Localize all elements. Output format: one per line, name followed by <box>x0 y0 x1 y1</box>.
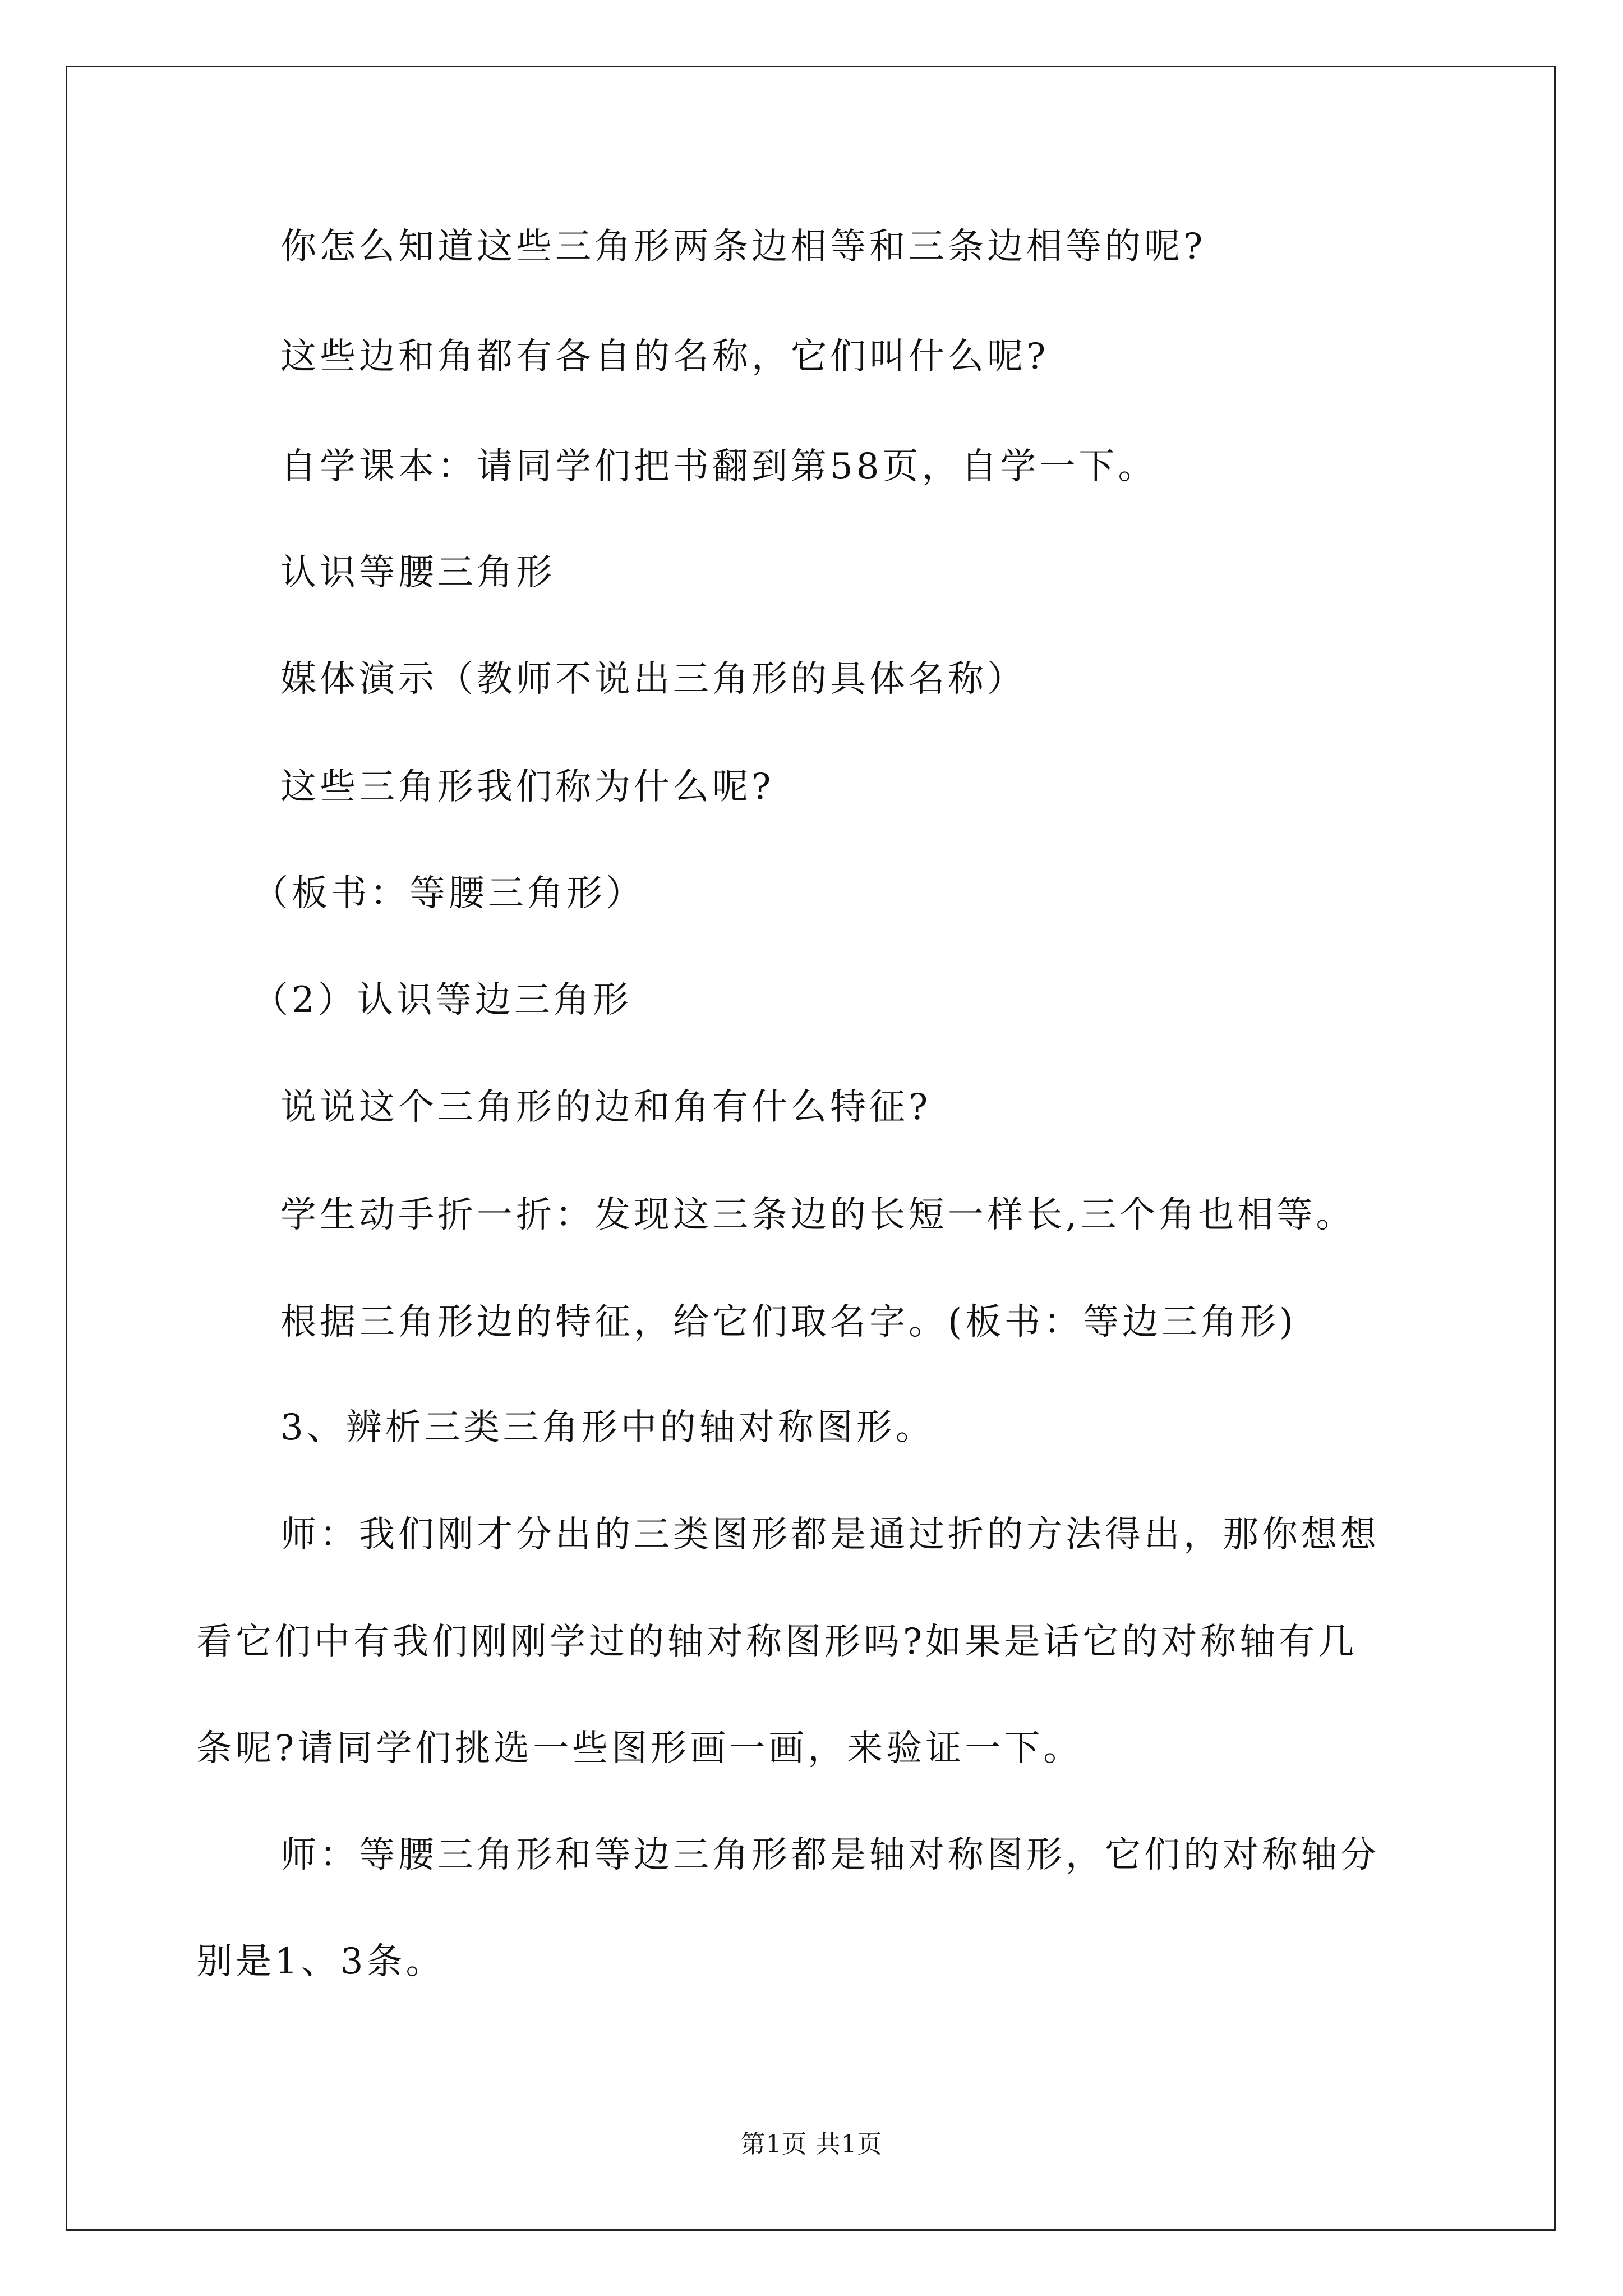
paragraph-line: 媒体演示（教师不说出三角形的具体名称） <box>280 659 1026 700</box>
paragraph-line: 说说这个三角形的边和角有什么特征? <box>280 1087 932 1128</box>
paragraph-line: 师：我们刚才分出的三类图形都是通过折的方法得出，那你想想 <box>280 1514 1380 1556</box>
paragraph-line: 师：等腰三角形和等边三角形都是轴对称图形，它们的对称轴分 <box>280 1834 1380 1876</box>
paragraph-line: （2）认识等边三角形 <box>252 979 632 1021</box>
paragraph-line: 这些三角形我们称为什么呢? <box>280 766 774 808</box>
paragraph-line: 认识等腰三角形 <box>280 552 555 593</box>
paragraph-line: 这些边和角都有各自的名称，它们叫什么呢? <box>280 336 1049 378</box>
paragraph-line: 条呢?请同学们挑选一些图形画一画，来验证一下。 <box>196 1728 1083 1769</box>
paragraph-line: （板书：等腰三角形） <box>252 873 645 914</box>
paragraph-line: 根据三角形边的特征，给它们取名字。(板书：等边三角形) <box>280 1301 1297 1343</box>
page-border <box>66 66 1556 2231</box>
page-number-footer: 第1页 共1页 <box>740 2130 883 2159</box>
paragraph-line: 学生动手折一折：发现这三条边的长短一样长,三个角也相等。 <box>280 1194 1355 1236</box>
paragraph-line: 自学课本：请同学们把书翻到第58页，自学一下。 <box>280 446 1158 487</box>
paragraph-line: 看它们中有我们刚刚学过的轴对称图形吗?如果是话它的对称轴有几 <box>196 1621 1358 1663</box>
paragraph-line: 你怎么知道这些三角形两条边相等和三条边相等的呢? <box>280 226 1206 268</box>
paragraph-line: 3、辨析三类三角形中的轴对称图形。 <box>280 1407 935 1448</box>
paragraph-line: 别是1、3条。 <box>196 1941 445 1982</box>
